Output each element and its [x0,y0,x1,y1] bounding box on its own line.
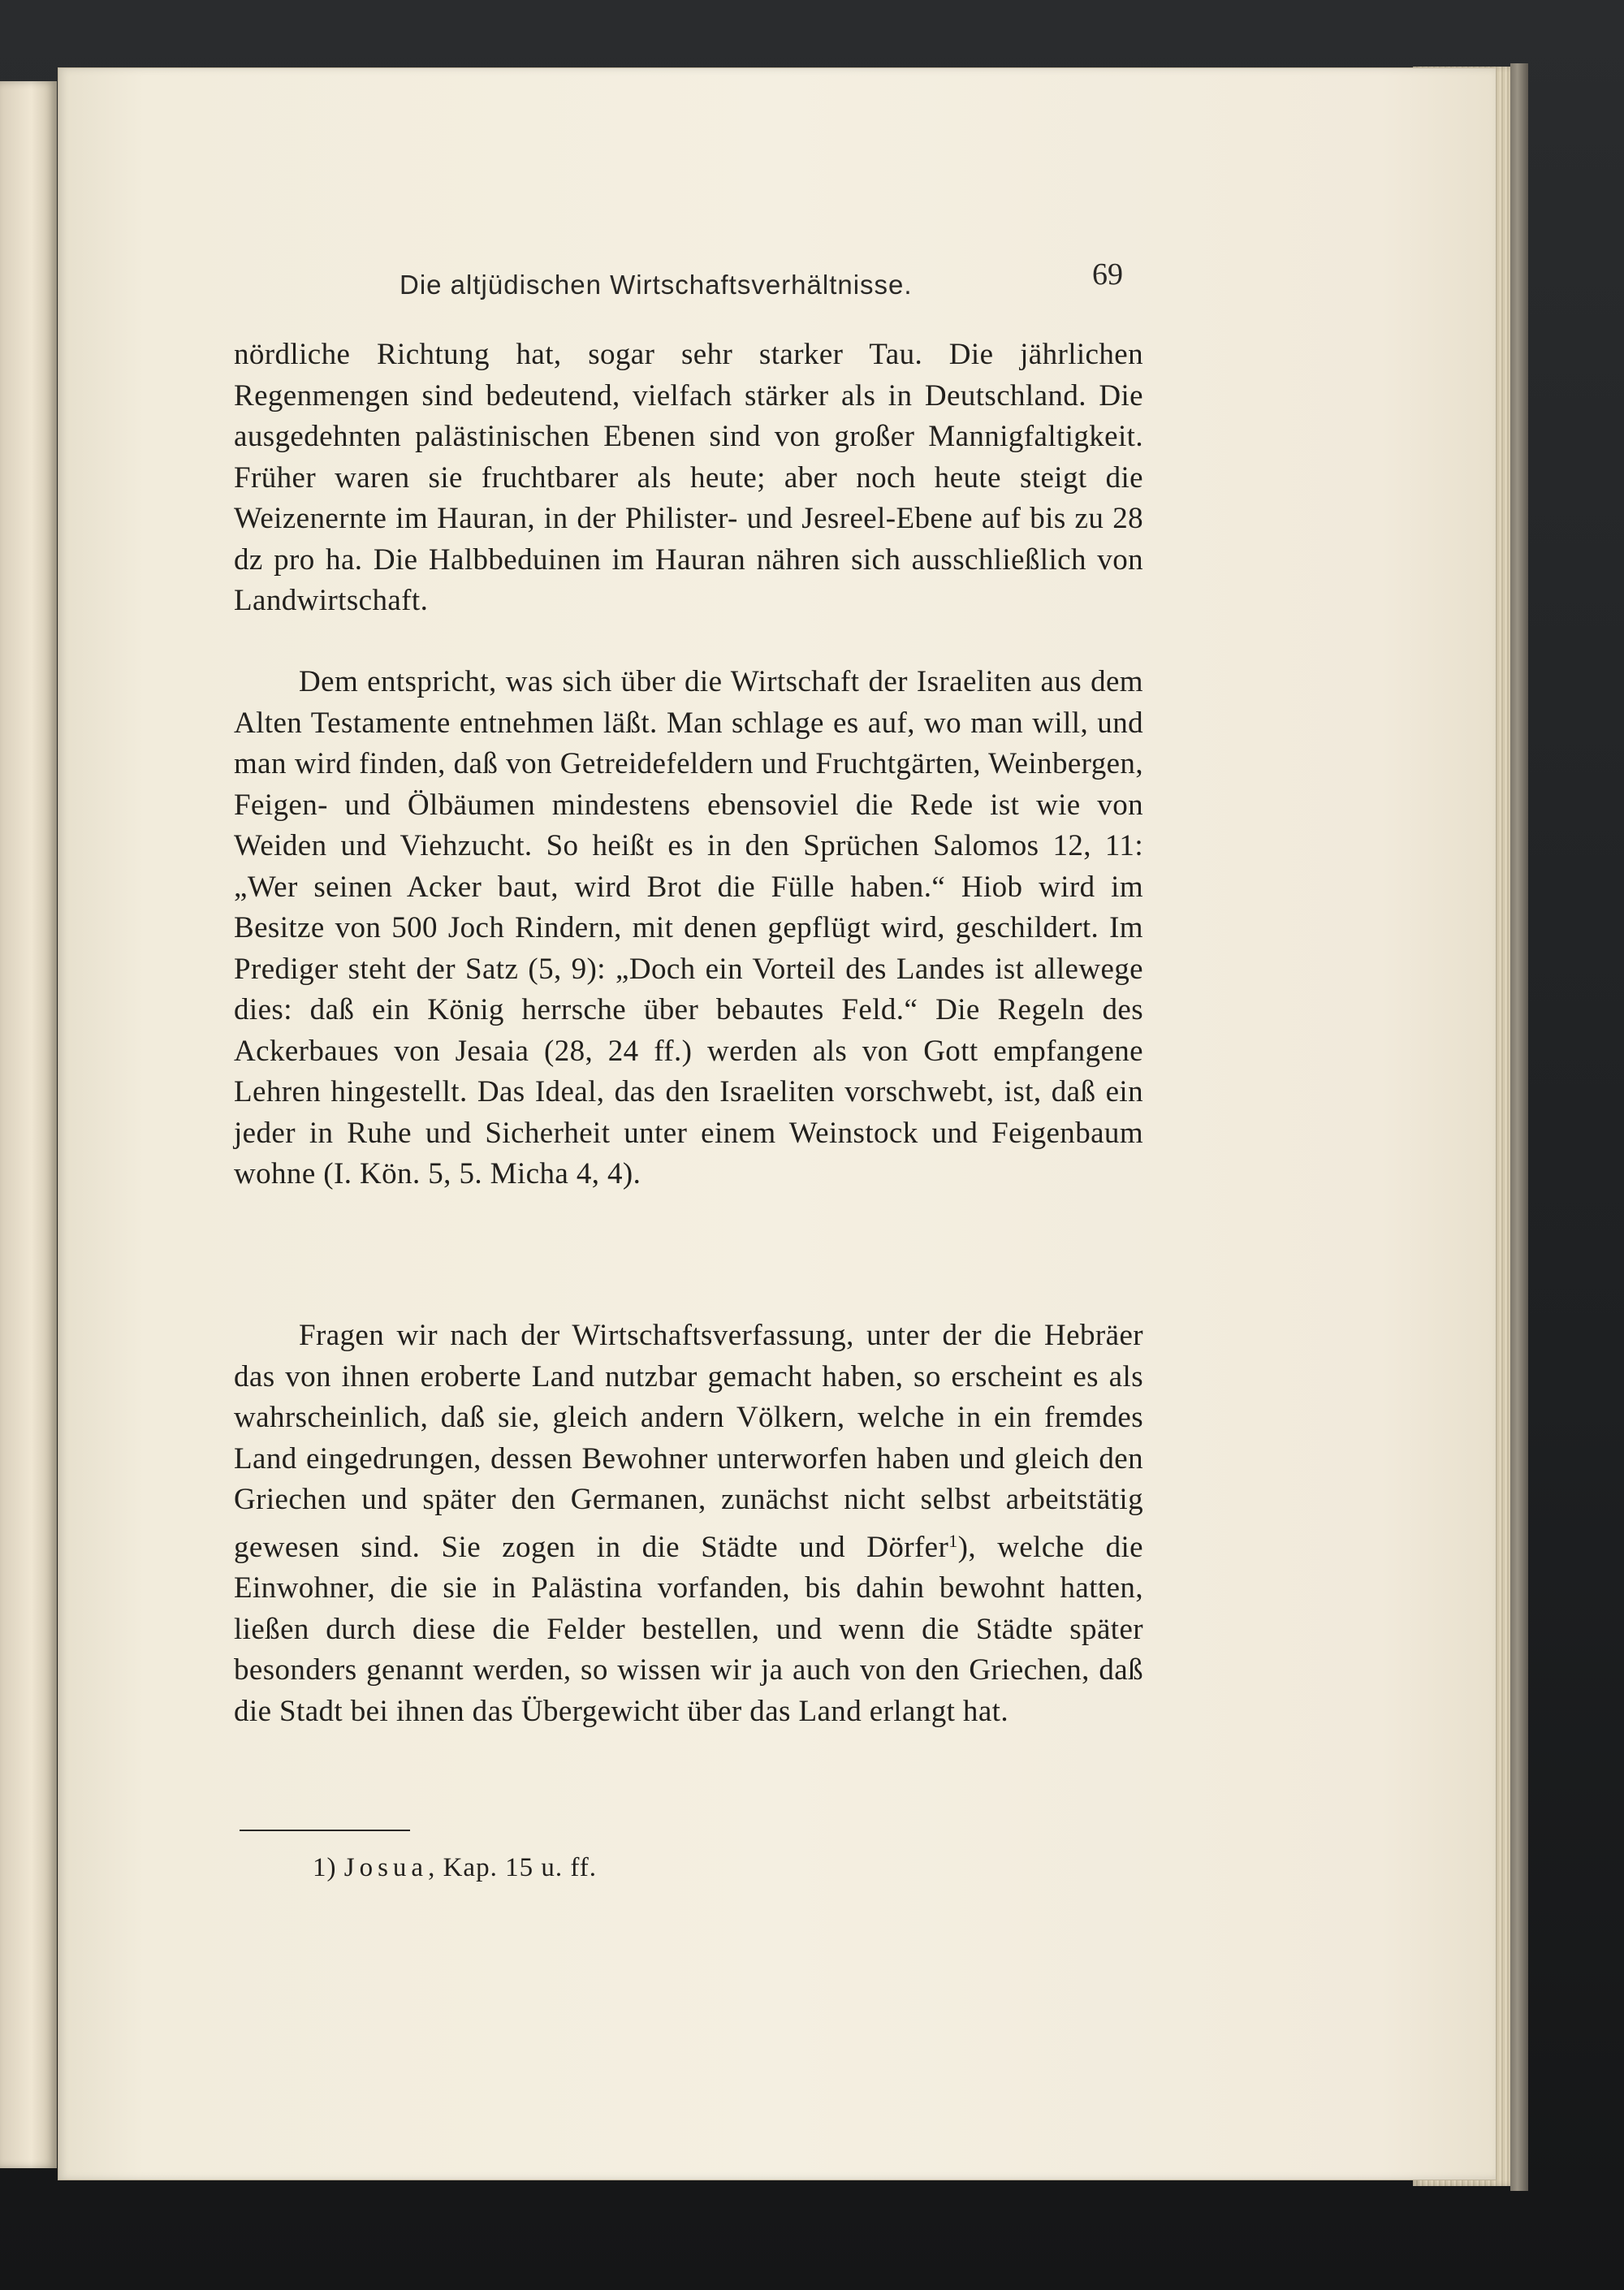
running-head: Die altjüdischen Wirtschaftsverhältnisse. [400,270,913,300]
paragraph-3-part-2: ), welche die Einwohner, die sie in Palästina vorfanden, bis dahin bewohnt hatten, ließen durch diese die Felder bestellen, und wenn die Städte später besonders genannt werden, so wissen wir ja auch von den Griechen, daß die Stadt bei ihnen das Übergewicht über das Land erlangt hat. [234,1530,1143,1728]
book-cover-edge [1510,63,1528,2191]
paragraph-3 [234,1316,1143,1732]
footnote-rule [240,1830,410,1831]
page-number: 69 [1092,257,1123,292]
paragraph-3-part-1: Fragen wir nach der Wirtschaftsverfassung, unter der die Hebräer das von ihnen eroberte Land nutzbar gemacht haben, so erscheint es als wahrscheinlich, daß sie, gleich andern Völkern, welche in ein fremdes Land eingedrungen, dessen Bewohner unterworfen haben und gleich den Griechen und später den Germanen, zunächst nicht selbst arbeitstätig gewesen sind. Sie zogen in die Städte und Dörfer [234,1319,1143,1564]
paragraph-1: nördliche Richtung hat, sogar sehr starker Tau. Die jährlichen Regenmengen sind bedeutend, vielfach stärker als in Deutschland. Die ausgedehnten palästinischen Ebenen sind von großer Mannigfaltigkeit. Früher waren sie fruchtbarer als heute; aber noch heute steigt die Weizenernte im Hauran, in der Philister- und Jesreel-Ebene auf bis zu 28 dz pro ha. Die Halbbeduinen im Hauran nähren sich ausschließlich von Landwirtschaft. [234,338,1143,617]
footnote-reference: 1 [948,1530,958,1551]
footnote [313,1853,597,1883]
footnote-author: Josua [343,1853,429,1882]
footnote-marker: 1) [313,1853,337,1882]
paragraph-2: Dem entspricht, was sich über die Wirtschaft der Israeliten aus dem Alten Testamente entnehmen läßt. Man schlage es auf, wo man will, und man wird finden, daß von Getreidefeldern und Fruchtgärten, Weinbergen, Feigen- und Ölbäumen mindestens ebensoviel die Rede ist wie von Weiden und Viehzucht. So heißt es in den Sprüchen Salomos 12, 11: „Wer seinen Acker baut, wird Brot die Fülle haben.“ Hiob wird im Besitze von 500 Joch Rindern, mit denen gepflügt wird, geschildert. Im Prediger steht der Satz (5, 9): „Doch ein Vorteil des Landes ist allewege dies: daß ein König herrsche über bebautes Feld.“ Die Regeln des Ackerbaues von Jesaia (28, 24 ff.) werden als von Gott empfangene Lehren hingestellt. Das Ideal, das den Israeliten vorschwebt, ist, daß ein jeder in Ruhe und Sicherheit unter einem Weinstock und Feigenbaum wohne (I. Kön. 5, 5. Micha 4, 4). [234,665,1143,1190]
left-page-edge [0,81,57,2168]
footnote-text: , Kap. 15 u. ff. [428,1853,597,1882]
